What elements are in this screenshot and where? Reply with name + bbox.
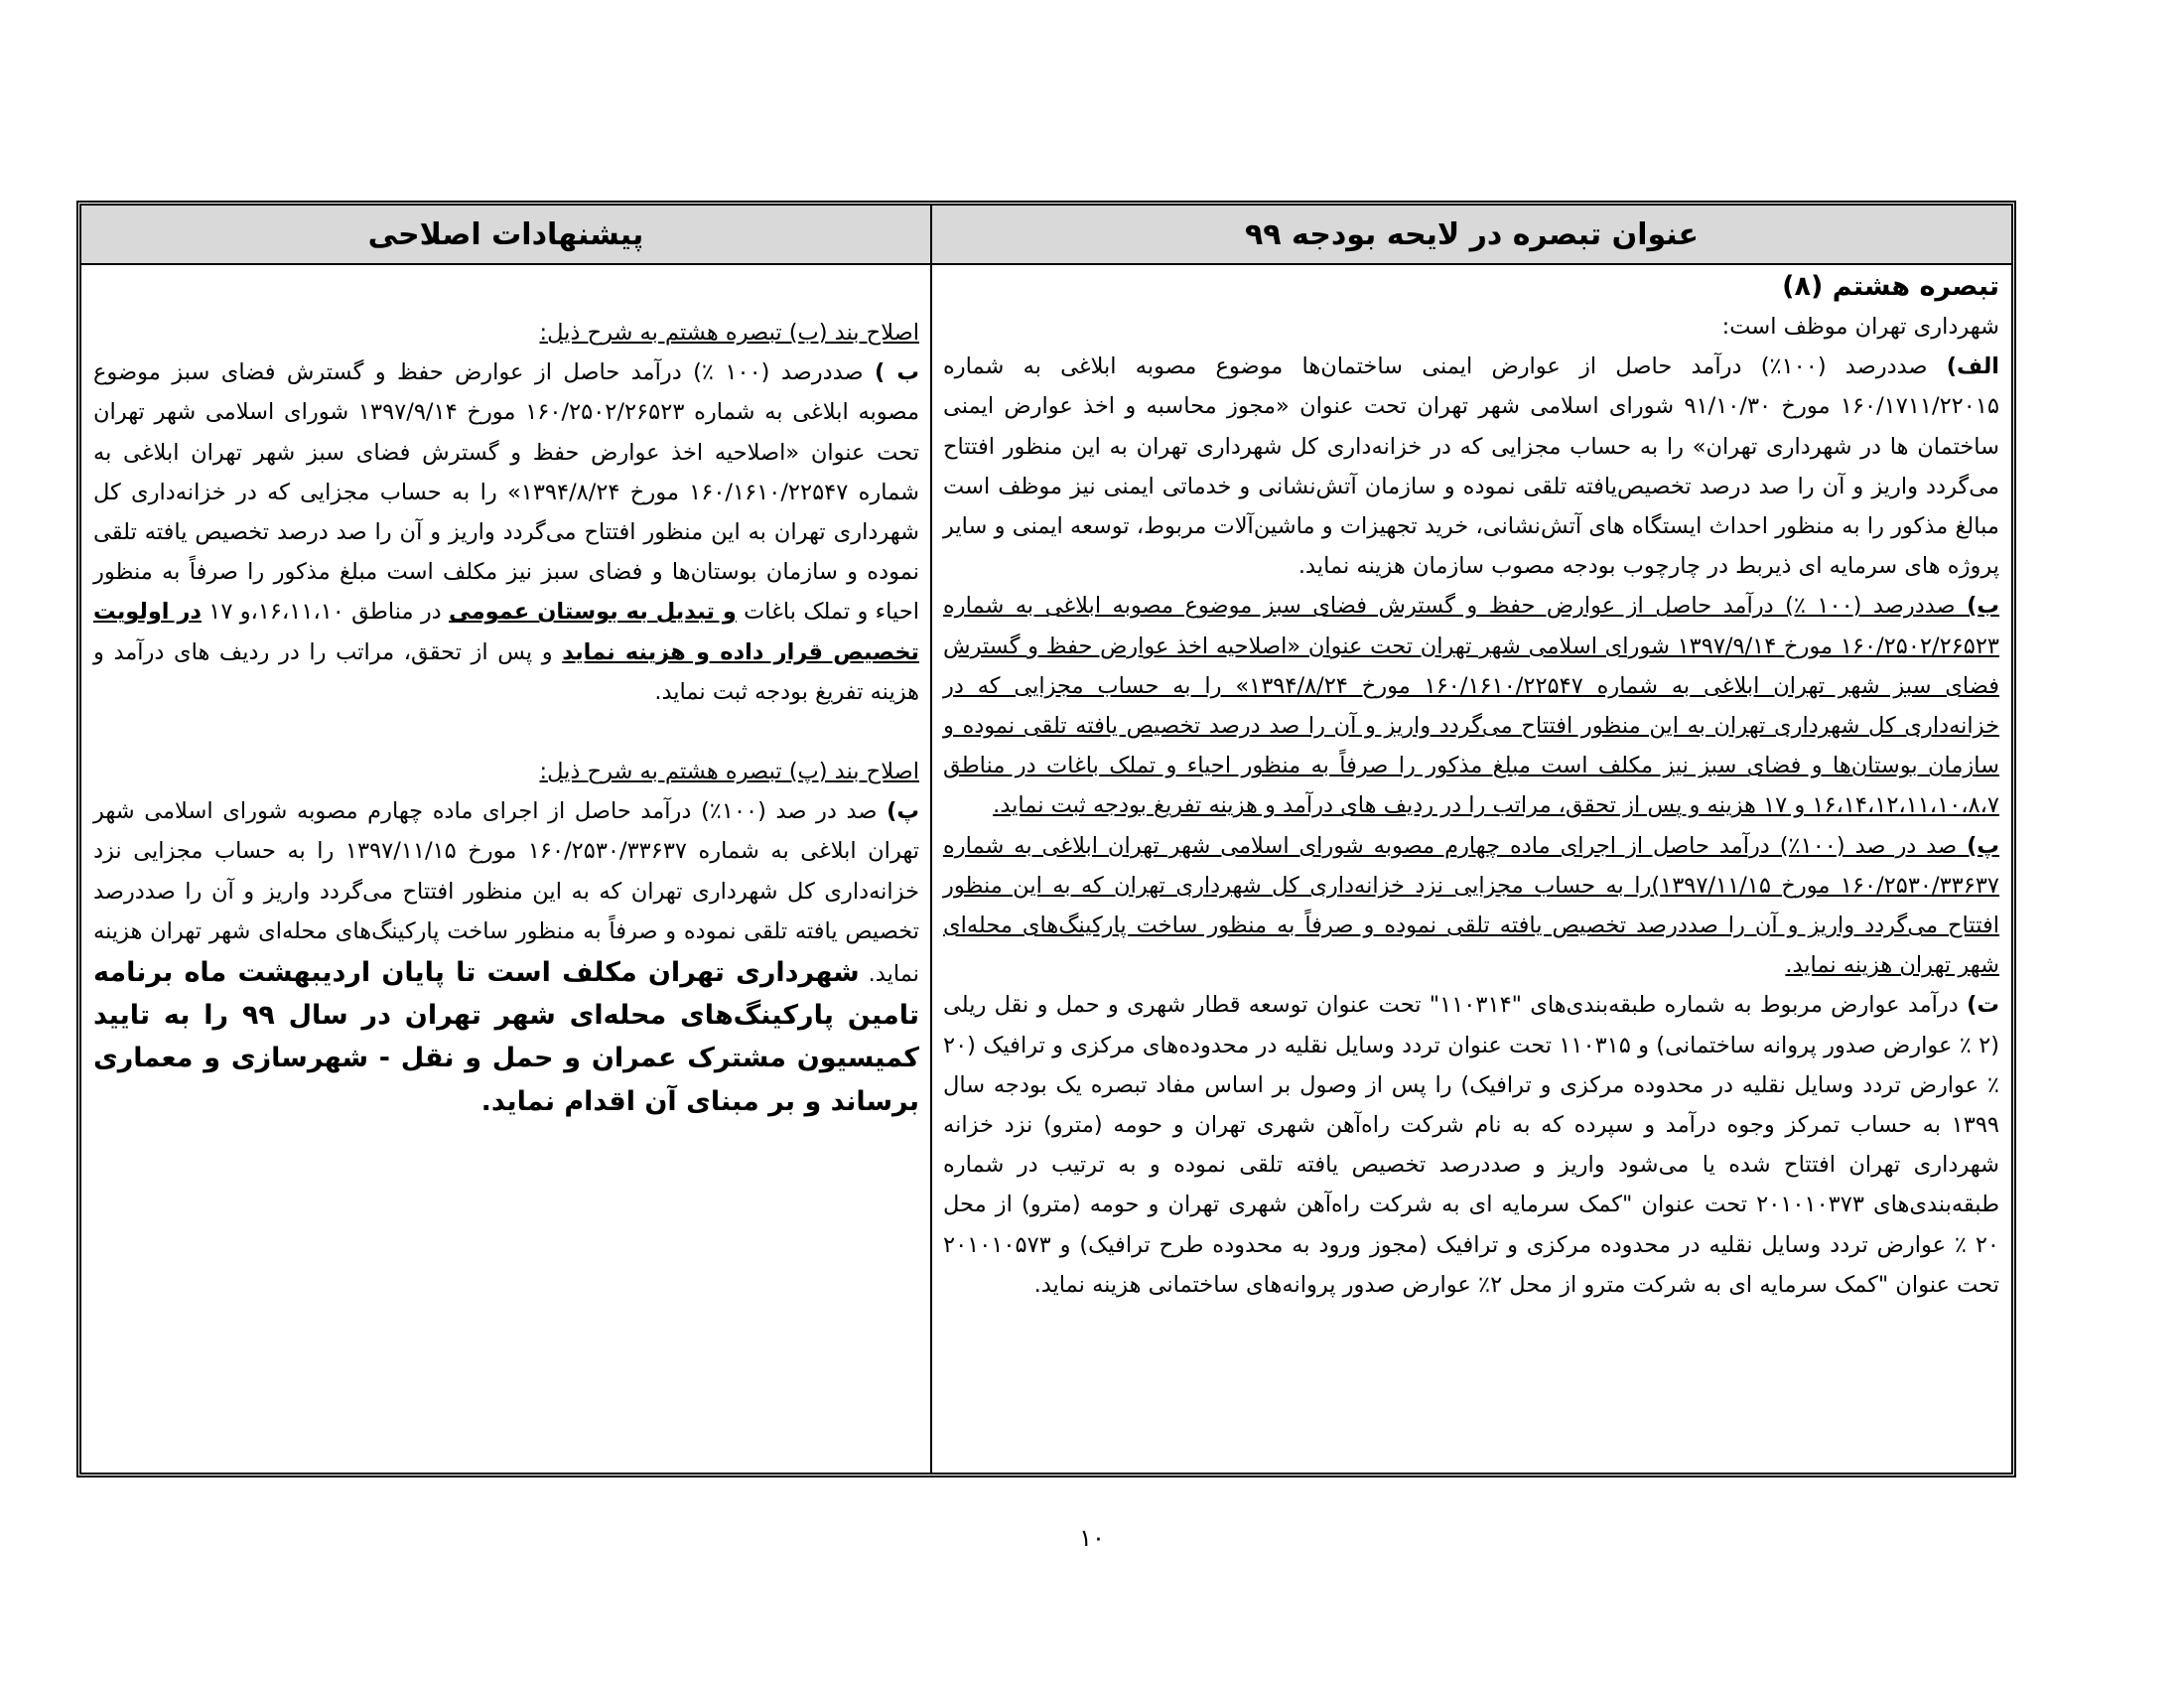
amendment-column [93, 313, 919, 1123]
clause-be-text: صددرصد (۱۰۰ ٪) درآمد حاصل از عوارض حفظ و گسترش فضای سبز موضوع مصوبه ابلاغی به شماره ۱۶۰/۲۵۰۲/۲۶۵۲۳ مورخ ۱۳۹۷/۹/۱۴ شورای اسلامی شهر تهران تحت عنوان «اصلاحیه اخذ عوارض حفظ و گسترش فضای سبز شهر تهران ابلاغی به شماره ۱۶۰/۱۶۱۰/۲۲۵۴۷ مورخ ۱۳۹۴/۸/۲۴» را به حساب مجزایی که در خزانه‌داری کل شهرداری تهران به این منظور افتتاح می‌گردد واریز و آن را صد درصد تخصیص یافته تلقی نموده و سازمان بوستان‌ها و فضای سبز نیز مکلف است مبلغ مذکور را صرفاً به منظور احیاء و تملک باغات در مناطق ۱۶،۱۴،۱۲،۱۱،۱۰،۸،۷ و ۱۷ هزینه و پس از تحقق، مراتب را در ردیف های درآمد و هزینه تفریغ بودجه ثبت نماید. [943, 593, 1999, 819]
clause-pe-label: پ) [1967, 832, 2000, 859]
amend-be-bold-1: و تبدیل به بوستان عمومی [448, 599, 737, 626]
clause-pe [943, 826, 1999, 986]
amend-be-heading: اصلاح بند (ب) تبصره هشتم به شرح ذیل: [539, 320, 919, 346]
spacer [93, 712, 919, 752]
header-amendment-proposals: پیشنهادات اصلاحی [367, 216, 644, 252]
clause-be-label: ب) [1967, 593, 2000, 620]
amend-be-text-2: در مناطق ۱۶،۱۱،۱۰،و ۱۷ [208, 599, 442, 626]
amend-be-paragraph [93, 352, 919, 712]
amend-pe-heading: اصلاح بند (پ) تبصره هشتم به شرح ذیل: [539, 759, 919, 785]
amend-pe-label: پ) [887, 798, 920, 825]
amend-pe-bold: شهرداری تهران مکلف است تا پایان اردیبهشت ماه برنامه تامین پارکینگ‌های محله‌ای شهر تهران در سال ۹۹ را به تایید کمیسیون مشترک عمران و حمل و نقل - شهرسازی و معماری برساند و بر مبنای آن اقدام نماید. [93, 957, 920, 1117]
note-intro: شهرداری تهران موظف است: [1721, 314, 1999, 340]
clause-pe-text: صد در صد (۱۰۰٪) درآمد حاصل از اجرای ماده چهارم مصوبه شورای اسلامی شهر تهران ابلاغی به شماره ۱۶۰/۲۵۳۰/۳۳۶۳۷ مورخ ۱۳۹۷/۱۱/۱۵)را به حساب مجزایی نزد خزانه‌داری کل شهرداری تهران که به این منظور افتتاح می‌گردد واریز و آن را صددرصد تخصیص یافته تلقی نموده و صرفاً به منظور ساخت پارکینگ‌های محله‌ای شهر تهران هزینه نماید. [943, 832, 2000, 979]
amend-be-label: ب ) [875, 359, 920, 386]
table-header-row [81, 206, 2011, 265]
clause-alef-text: صددرصد (۱۰۰٪) درآمد حاصل از عوارض ایمنی ساختمان‌ها موضوع مصوبه ابلاغی به شماره ۱۶۰/۱۷۱۱/۲۲۰۱۵ مورخ ۹۱/۱۰/۳۰ شورای اسلامی شهر تهران تحت عنوان «مجوز محاسبه و اخذ عوارض ایمنی ساختمان ها در شهرداری تهران» را به حساب مجزایی که در خزانه‌داری کل شهرداری تهران به این منظور افتتاح می‌گردد واریز و آن را صد درصد تخصیص‌یافته تلقی نموده و سازمان آتش‌نشانی و خدماتی ایمنی نیز موظف است مبالغ مذکور را به منظور احداث ایستگاه های آتش‌نشانی، خرید تجهیزات و ماشین‌آلات مربوط، توسعه ایمنی و سایر پروژه های سرمایه ای ذیربط در چارچوب بودجه مصوب سازمان هزینه نماید. [943, 353, 1999, 580]
clause-alef [943, 347, 1999, 586]
clause-alef-label: الف) [1946, 353, 1999, 380]
clause-te-label: ت) [1967, 992, 2000, 1019]
clause-te-text: درآمد عوارض مربوط به شماره طبقه‌بندی‌های "۱۱۰۳۱۴" تحت عنوان توسعه قطار شهری و حمل و نقل ریلی (۲ ٪ عوارض صدور پروانه ساختمانی) و ۱۱۰۳۱۵ تحت عنوان تردد وسایل نقلیه در محدوده‌های مرکزی و ترافیک (۲۰ ٪ عوارض تردد وسایل نقلیه در محدوده مرکزی و ترافیک) را پس از وصول بر اساس مفاد تبصره یک بودجه سال ۱۳۹۹ به حساب تمرکز وجوه درآمد و سپرده که به نام شرکت راه‌آهن شهری تهران و حومه (مترو) نزد خزانه شهرداری تهران افتتاح شده یا می‌شود واریز و صددرصد تخصیص یافته تلقی نموده و به ترتیب در شماره طبقه‌بندی‌های ۲۰۱۰۱۰۳۷۳ تحت عنوان "کمک سرمایه ای به شرکت راه‌آهن شهری تهران و حومه (مترو) از محل ۲۰ ٪ عوارض تردد وسایل نقلیه در محدوده مرکزی و ترافیک (مجوز ورود به محدوده طرح ترافیک) و ۲۰۱۰۱۰۵۷۳ تحت عنوان "کمک سرمایه ای به شرکت مترو از محل ۲٪ عوارض صدور پروانه‌های ساختمانی هزینه نماید. [943, 992, 1999, 1298]
amend-pe-paragraph [93, 791, 919, 1123]
clause-te [943, 985, 1999, 1305]
page-number: ۱۰ [1079, 1524, 1105, 1552]
amend-be-text-3: و پس از تحقق، مراتب را در ردیف های درآمد و هزینه تفریغ بودجه ثبت نماید. [93, 638, 919, 705]
column-divider [930, 206, 932, 1473]
amend-pe-text: صد در صد (۱۰۰٪) درآمد حاصل از اجرای ماده چهارم مصوبه شورای اسلامی شهر تهران ابلاغی به شماره ۱۶۰/۲۵۳۰/۳۳۶۳۷ مورخ ۱۳۹۷/۱۱/۱۵ را به حساب مجزایی نزد خزانه‌داری کل شهرداری تهران که به این منظور افتتاح می‌گردد واریز و آن را صددرصد تخصیص یافته تلقی نموده و صرفاً به منظور ساخت پارکینگ‌های محله‌ای شهر تهران هزینه نماید. [93, 798, 919, 988]
comparison-table [76, 201, 2016, 1477]
header-budget-note-title: عنوان تبصره در لایحه بودجه ۹۹ [1244, 216, 1700, 252]
note-eight-title: تبصره هشتم (۸) [1782, 271, 1999, 302]
clause-be [943, 586, 1999, 825]
amend-be-bold-2: در اولویت تخصیص قرار داده و هزینه نماید [93, 599, 920, 665]
budget-note-column [943, 267, 1999, 1305]
amend-be-text-1: صددرصد (۱۰۰ ٪) درآمد حاصل از عوارض حفظ و گسترش فضای سبز موضوع مصوبه ابلاغی به شماره ۱۶۰/۲۵۰۲/۲۶۵۲۳ مورخ ۱۳۹۷/۹/۱۴ شورای اسلامی شهر تهران تحت عنوان «اصلاحیه اخذ عوارض حفظ و گسترش فضای سبز شهر تهران ابلاغی به شماره ۱۶۰/۱۶۱۰/۲۲۵۴۷ مورخ ۱۳۹۴/۸/۲۴» را به حساب مجزایی که در خزانه‌داری کل شهرداری تهران به این منظور افتتاح می‌گردد واریز و آن را صد درصد تخصیص یافته تلقی نموده و سازمان بوستان‌ها و فضای سبز نیز مکلف است مبلغ مذکور را صرفاً به منظور احیاء و تملک باغات [93, 359, 919, 626]
